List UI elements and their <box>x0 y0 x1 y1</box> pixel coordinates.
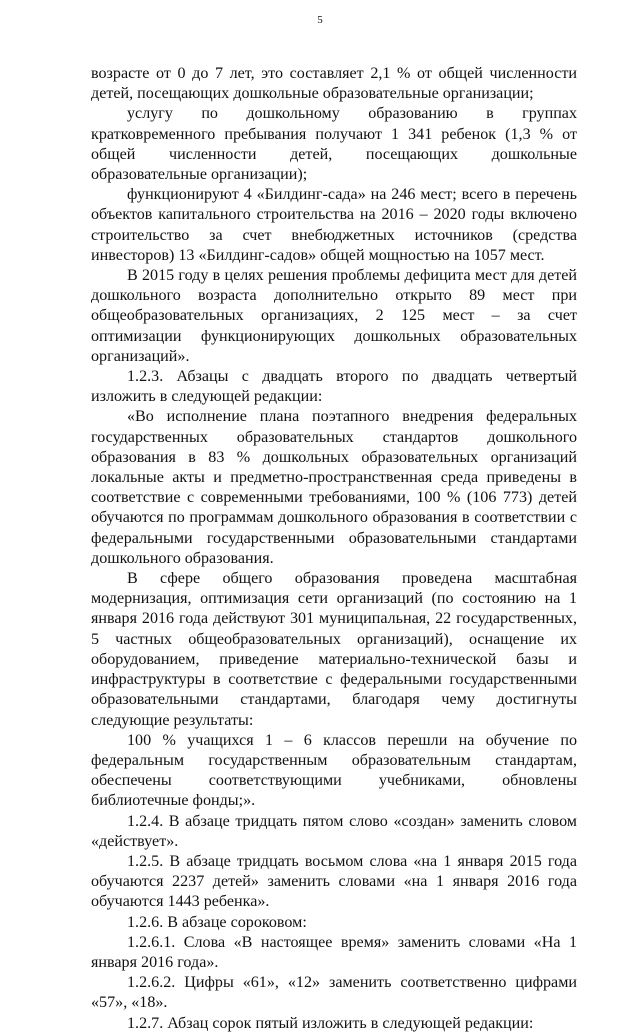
paragraph: «Во исполнение плана поэтапного внедрения федеральных государственных образовательных стандартов дошкольного образования в 83 % дошкольных образовательных организаций локальные акты и предметно-пространственная среда приведены в соответствие с современными требованиями, 100 % (106 773) детей обучаются по программам дошкольного образования в соответствии с федеральными государственными образовательными стандартами дошкольного образования. <box>91 408 577 567</box>
paragraph: 100 % учащихся 1 – 6 классов перешли на обучение по федеральным государственным образовательным стандартам, обеспечены соответствующими учебниками, обновлены библиотечные фонды;». <box>91 731 577 810</box>
paragraph: В сфере общего образования проведена масштабная модернизация, оптимизация сети организаций (по состоянию на 1 января 2016 года действуют 301 муниципальная, 22 государственных, 5 частных общеобразовательных организаций), оснащение их оборудованием, приведение материально-технической базы и инфраструктуры в соответствие с федеральными государственными образовательными стандартами, благодаря чему достигнуты следующие результаты: <box>91 570 577 729</box>
paragraph: 1.2.6.2. Цифры «61», «12» заменить соответственно цифрами «57», «18». <box>91 974 577 1012</box>
document-body <box>91 64 577 1034</box>
paragraph: функционируют 4 «Билдинг-сада» на 246 мест; всего в перечень объектов капитального строительства на 2016 – 2020 годы включено строительство за счет внебюджетных источников (средства инвесторов) 13 «Билдинг-садов» общей мощностью на 1057 мест. <box>91 186 577 264</box>
paragraph: возрасте от 0 до 7 лет, это составляет 2,1 % от общей численности детей, посещающих дошкольные образовательные организации; <box>91 65 577 103</box>
paragraph: 1.2.4. В абзаце тридцать пятом слово «создан» заменить словом «действует». <box>91 812 577 850</box>
page-number: 5 <box>317 14 323 26</box>
paragraph: 1.2.7. Абзац сорок пятый изложить в следующей редакции: <box>127 1014 534 1032</box>
paragraph: 1.2.3. Абзацы с двадцать второго по двадцать четвертый изложить в следующей редакции: <box>91 368 577 406</box>
paragraph: В 2015 году в целях решения проблемы дефицита мест для детей дошкольного возраста дополнительно открыто 89 мест при общеобразовательных организациях, 2 125 мест – за счет оптимизации функционирующих дошкольных образовательных организаций». <box>91 267 577 365</box>
paragraph: 1.2.5. В абзаце тридцать восьмом слова «на 1 января 2015 года обучаются 2237 детей» заменить словами «на 1 января 2016 года обучаются 1443 ребенка». <box>91 852 577 911</box>
paragraph: услугу по дошкольному образованию в группах кратковременного пребывания получают 1 341 ребенок (1,3 % от общей численности детей, посещающих дошкольные образовательные организации); <box>91 105 577 184</box>
paragraph: 1.2.6. В абзаце сороковом: <box>127 913 307 931</box>
paragraph: 1.2.6.1. Слова «В настоящее время» заменить словами «На 1 января 2016 года». <box>91 933 577 971</box>
